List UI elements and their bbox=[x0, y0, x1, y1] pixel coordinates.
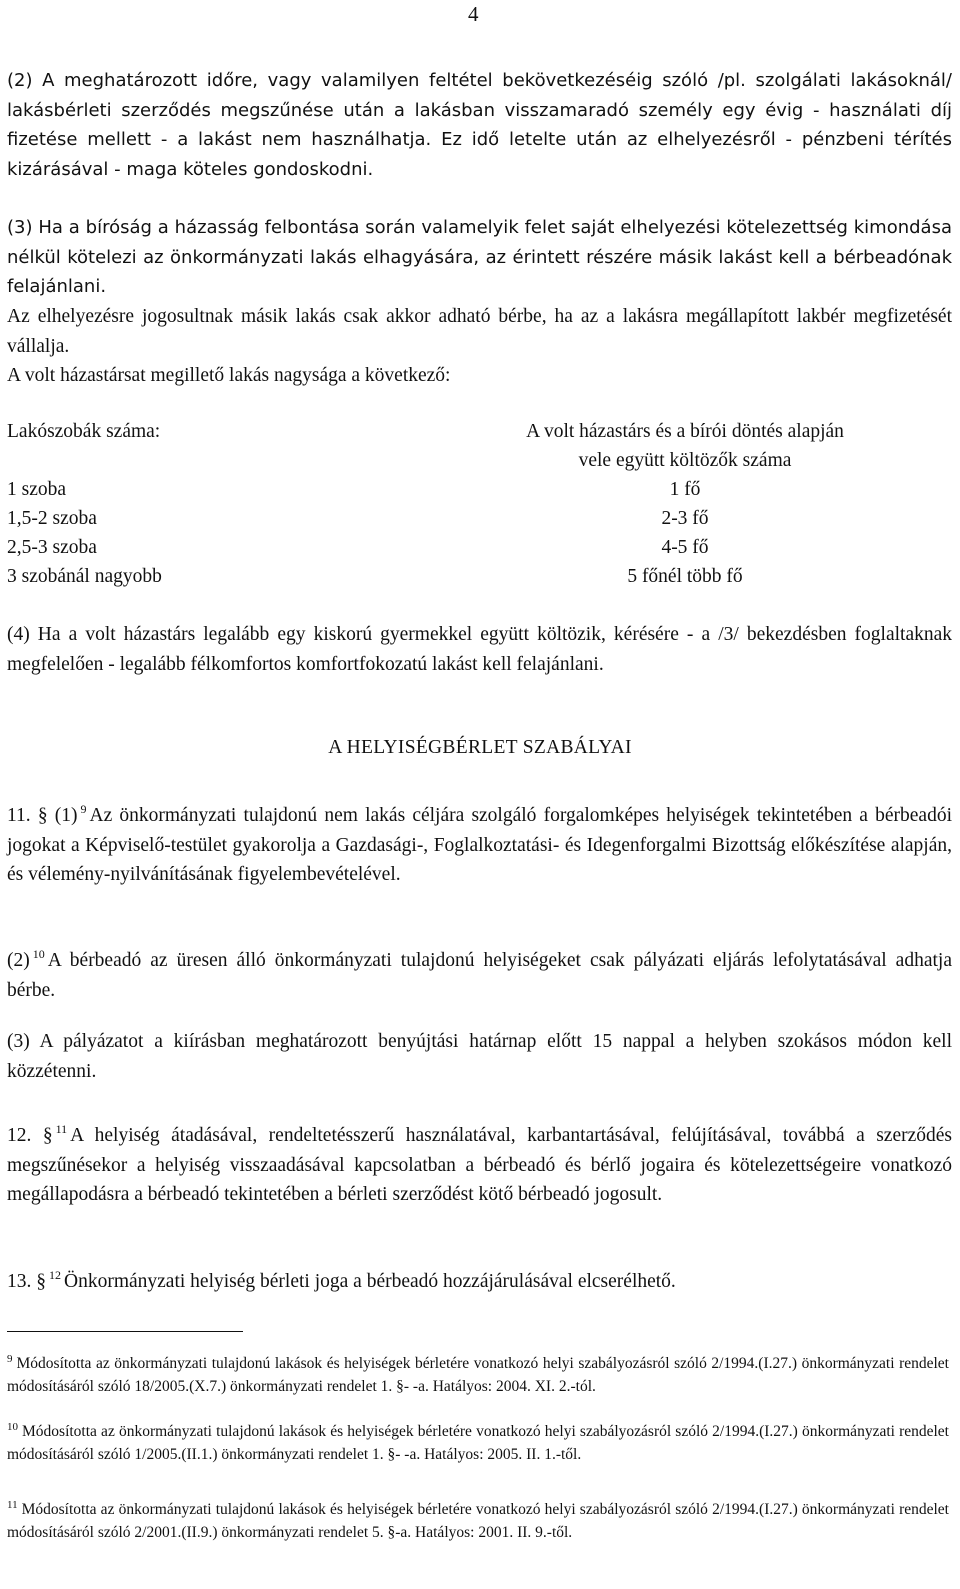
page-number: 4 bbox=[468, 2, 479, 26]
section-11-paragraph-3: (3) A pályázatot a kiírásban meghatározott benyújtási határnap előtt 15 nappal a helyben szokásos módon kell közzétenni. bbox=[7, 1031, 952, 1082]
table-cell-persons: 1 fő bbox=[669, 479, 701, 500]
footnote-number: 9 bbox=[7, 1353, 13, 1365]
paragraph-4: (4) Ha a volt házastárs legalább egy kiskorú gyermekkel együtt költözik, kérésére - a /3/ bekezdésben foglaltaknak megfelelően - legalább félkomfortos komfortfokozatú lakást kell felajánlani. bbox=[7, 624, 952, 675]
section-text: A helyiség átadásával, rendeltetésszerű használatával, karbantartásával, felújításával, továbbá a szerződés megszűnésekor a helyiség visszaadásával kapcsolatban a bérbeadó és bérlő jogaira és kötelezettségeire vonatkozó megállapodásra a bérbeadó tekintetében a bérleti szerződést kötő bérbeadó jogosult. bbox=[7, 1125, 952, 1205]
footnote-ref[interactable]: 11 bbox=[55, 1122, 68, 1136]
section-prefix: (2) bbox=[7, 950, 30, 971]
section-prefix: 11. § (1) bbox=[7, 805, 78, 826]
section-text: Az önkormányzati tulajdonú nem lakás céljára szolgáló forgalomképes helyiségek tekintetében a bérbeadói jogokat a Képviselő-testület gyakorolja a Gazdasági-, Foglalkoztatási- és Idegenforgalmi Bizottság előkészítése alapján, és vélemény-nyilvánításának figyelembevételével. bbox=[7, 805, 953, 885]
footnote-9 bbox=[7, 1348, 949, 1398]
table-cell-persons: 2-3 fő bbox=[661, 508, 709, 529]
footnote-number: 11 bbox=[7, 1499, 18, 1511]
footnote-ref[interactable]: 9 bbox=[80, 802, 87, 816]
section-prefix: 12. § bbox=[7, 1125, 53, 1146]
footnote-text: Módosította az önkormányzati tulajdonú lakások és helyiségek bérletére vonatkozó helyi szabályozásról szóló 2/1994.(I.27.) önkormányzati rendelet módosításáról szóló 1/2005.(II.1.) önkormányzati rendelet 1. §- -a. Hatályos: 2005. II. 1.-től. bbox=[7, 1423, 949, 1463]
footnote-10 bbox=[7, 1416, 949, 1466]
table-cell-rooms: 1 szoba bbox=[7, 479, 67, 500]
table-cell-persons: 5 főnél több fő bbox=[627, 566, 743, 587]
section-prefix: 13. § bbox=[7, 1271, 46, 1292]
footnote-11 bbox=[7, 1494, 949, 1544]
section-11-paragraph-2 bbox=[7, 940, 952, 1005]
section-text: A bérbeadó az üresen álló önkormányzati tulajdonú helyiségeket csak pályázati eljárás lefolytatásával adhatja bérbe. bbox=[7, 950, 952, 1001]
paragraph-2: (2) A meghatározott időre, vagy valamilyen feltétel bekövetkezéséig szóló /pl. szolgálati lakásoknál/ lakásbérleti szerződés megszűnése után a lakásban visszamaradó személy egy évig - használati díj fizetése mellett - a lakást nem használhatja. Ez idő letelte után az elhelyezésről - pénzbeni térítés kizárásával - maga köteles gondoskodni. bbox=[7, 70, 952, 180]
footnote-ref[interactable]: 10 bbox=[32, 947, 45, 961]
section-12 bbox=[7, 1115, 952, 1210]
table-header-persons-1: A volt házastárs és a bírói döntés alapján bbox=[526, 421, 844, 442]
footnote-text: Módosította az önkormányzati tulajdonú lakások és helyiségek bérletére vonatkozó helyi szabályozásról szóló 2/1994.(I.27.) önkormányzati rendelet módosításáról szóló 2/2001.(II.9.) önkormányzati rendelet 5. §-a. Hatályos: 2001. II. 9.-től. bbox=[7, 1501, 949, 1541]
footnote-text: Módosította az önkormányzati tulajdonú lakások és helyiségek bérletére vonatkozó helyi szabályozásról szóló 2/1994.(I.27.) önkormányzati rendelet módosításáról szóló 18/2005.(X.7.) önkormányzati rendelet 1. §- -a. Hatályos: 2004. XI. 2.-tól. bbox=[7, 1355, 949, 1395]
paragraph-3b: Az elhelyezésre jogosultnak másik lakás csak akkor adható bérbe, ha az a lakásra megállapított lakbér megfizetését vállalja. bbox=[7, 306, 952, 357]
section-13 bbox=[7, 1261, 952, 1297]
section-11-paragraph-1 bbox=[7, 795, 952, 890]
footnote-ref[interactable]: 12 bbox=[49, 1268, 61, 1282]
paragraph-3c: A volt házastársat megillető lakás nagysága a következő: bbox=[7, 365, 451, 386]
table-header-persons-2: vele együtt költözők száma bbox=[578, 450, 792, 471]
table-cell-rooms: 3 szobánál nagyobb bbox=[7, 566, 162, 587]
table-cell-rooms: 1,5-2 szoba bbox=[7, 508, 97, 529]
section-heading: A HELYISÉGBÉRLET SZABÁLYAI bbox=[328, 737, 632, 758]
table-header-rooms: Lakószobák száma: bbox=[7, 421, 161, 442]
paragraph-3a: (3) Ha a bíróság a házasság felbontása során valamelyik felet saját elhelyezési kötelezettség kimondása nélkül kötelezi az önkormányzati lakás elhagyására, az érintett részére másik lakást kell a bérbeadónak felajánlani. bbox=[7, 217, 952, 297]
section-text: Önkormányzati helyiség bérleti joga a bérbeadó hozzájárulásával elcserélhető. bbox=[64, 1271, 676, 1292]
table-cell-persons: 4-5 fő bbox=[661, 537, 709, 558]
table-cell-rooms: 2,5-3 szoba bbox=[7, 537, 97, 558]
footnote-divider bbox=[7, 1331, 243, 1332]
footnote-number: 10 bbox=[7, 1421, 18, 1433]
